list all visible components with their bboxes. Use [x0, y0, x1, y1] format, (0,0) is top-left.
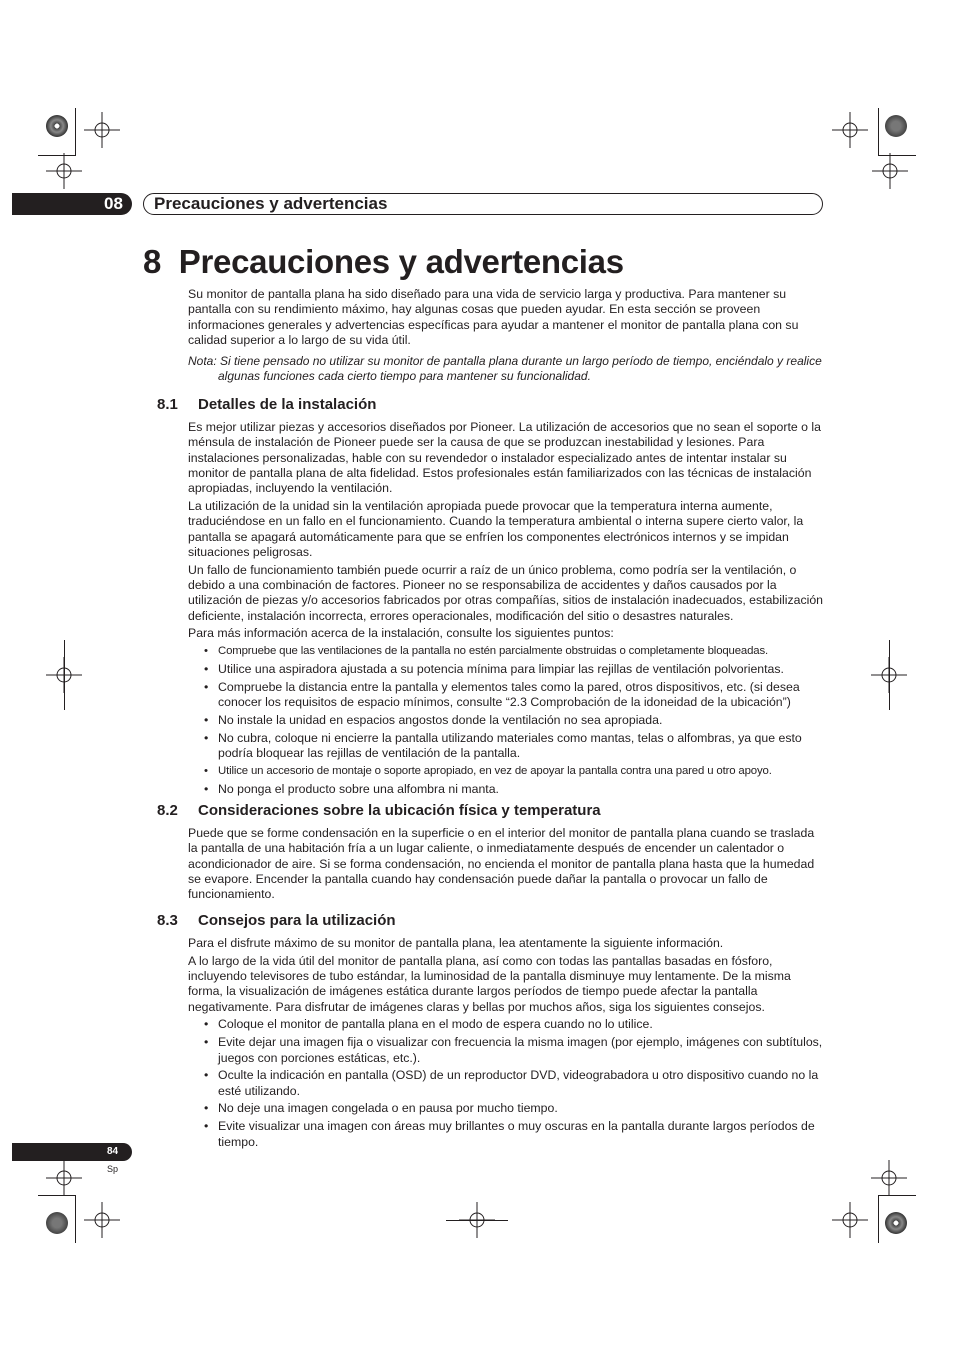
- section-body: [188, 826, 824, 905]
- crop-line: [38, 1195, 76, 1196]
- section-heading: [157, 395, 376, 415]
- crosshair-icon: [832, 112, 868, 148]
- list-item: • Coloque el monitor de pantalla plana en el modo de espera cuando no lo utilice.: [188, 1017, 824, 1032]
- color-target-icon: [46, 1212, 68, 1234]
- list-item: • No deje una imagen congelada o en pausa por mucho tiempo.: [188, 1101, 824, 1116]
- page-language: Sp: [107, 1164, 119, 1174]
- list-item: • Oculte la indicación en pantalla (OSD) de un reproductor DVD, videograbadora u otro dispositivo cuando no la esté utilizando.: [188, 1068, 824, 1099]
- crop-line: [889, 640, 890, 710]
- crop-line: [878, 1195, 879, 1243]
- list-item: • No ponga el producto sobre una alfombra ni manta.: [188, 782, 824, 797]
- intro-block: [188, 287, 824, 387]
- bullet-list: [0, 644, 824, 797]
- section-number: 8.2: [157, 802, 178, 819]
- section-title: Consideraciones sobre la ubicación física y temperatura: [198, 802, 601, 819]
- color-target-icon: [46, 115, 68, 137]
- list-item: • Utilice un accesorio de montaje o soporte apropiado, en vez de apoyar la pantalla contra una pared u otro apoyo.: [188, 764, 824, 779]
- section-body: [188, 420, 824, 799]
- crop-line: [75, 108, 76, 156]
- section-title: Consejos para la utilización: [198, 912, 396, 929]
- bullet-list: [0, 1017, 824, 1149]
- paragraph: Un fallo de funcionamiento también puede ocurrir a raíz de un único problema, como podría ser la ventilación, o debido a una combinación de factores. Pioneer no se responsabiliza de accidentes y daños causados por la utilización de piezas y/o accesorios fabricados por otras compañías, sitios de instalación inadecuados, estabilización deficiente, instalación incorrecta, errores operacionales, modificación del sitio o desastres naturales.: [188, 562, 824, 623]
- paragraph: Para el disfrute máximo de su monitor de pantalla plana, lea atentamente la siguiente información.: [188, 936, 724, 950]
- intro-paragraph: Su monitor de pantalla plana ha sido diseñado para una vida de servicio larga y productiva. Para mantener su pantalla con su rendimiento máximo, hay algunas cosas que pueden ayudar. En esta sección se proveen informaciones generales y advertencias específicas para ayudar a mantener el monitor de pantalla plana con su calidad superior a lo largo de su vida útil.: [188, 287, 799, 347]
- chapter-title: Precauciones y advertencias: [154, 194, 388, 213]
- list-item: • No instale la unidad en espacios angostos donde la ventilación no sea apropiada.: [188, 713, 824, 728]
- section-title: Detalles de la instalación: [198, 396, 377, 413]
- list-item: • No cubra, coloque ni encierre la pantalla utilizando materiales como mantas, telas o alfombras, ya que esto podría bloquear las rejillas de ventilación de la pantalla.: [188, 731, 824, 762]
- note: Nota: Si tiene pensado no utilizar su monitor de pantalla plana durante un largo período de tiempo, enciéndalo y realice algunas funciones cada cierto tiempo para mantener su funcionalidad.: [188, 354, 822, 384]
- paragraph: A lo largo de la vida útil del monitor de pantalla plana, así como con todas las pantallas basadas en fósforo, incluyendo televisores de tubo estándar, la luminosidad de la pantalla disminuye muy lentamente. De la misma forma, la visualización de imágenes estática durante largos períodos de tiempo puede afectar la pantalla negativamente. Para disfrutar de imágenes claras y bellas por muchos años, siga los siguientes consejos.: [188, 953, 791, 1014]
- list-item: • Compruebe la distancia entre la pantalla y elementos tales como la pared, otros dispositivos, etc. (si desea conocer los requisitos de espacio mínimos, consulte “2.3 Comprobación de la idoneidad de la ubicación”): [188, 680, 824, 711]
- list-item: • Utilice una aspiradora ajustada a su potencia mínima para limpiar las rejillas de ventilación polvorientas.: [188, 662, 824, 677]
- color-target-icon: [885, 1212, 907, 1234]
- paragraph: La utilización de la unidad sin la ventilación apropiada puede provocar que la temperatura interna aumente, traduciéndose en un fallo en el funcionamiento. Cuando la temperatura ambiental o interna supere cierto valor, la pantalla se apagará automáticamente para que se enfríen los componentes electrónicos internos y se impidan situaciones peligrosas.: [188, 498, 804, 559]
- crop-line: [878, 1195, 916, 1196]
- crosshair-icon: [832, 1202, 868, 1238]
- crosshair-icon: [84, 1202, 120, 1238]
- crop-line: [446, 1220, 508, 1221]
- chapter-number: 08: [104, 194, 123, 213]
- section-heading: [157, 801, 601, 821]
- paragraph: Es mejor utilizar piezas y accesorios diseñados por Pioneer. La utilización de accesorios que no sean el soporte o la ménsula de instalación de Pioneer puede ser la causa de que se produzcan inestabilidad y lesiones. Para instalaciones personalizadas, hable con su revendedor o instalador especializado antes de intentar instalar su monitor de pantalla plana de alta fidelidad. Estos profesionales están familiarizados con las técnicas de instalación apropiadas, incluyendo la ventilación.: [188, 420, 821, 496]
- section-body: [188, 936, 824, 1152]
- paragraph: Para más información acerca de la instalación, consulte los siguientes puntos:: [188, 626, 614, 641]
- section-number: 8.1: [157, 396, 178, 413]
- list-item: • Evite dejar una imagen fija o visualizar con frecuencia la misma imagen (por ejemplo, imágenes con subtítulos, juegos con porciones estáticas, etc.).: [188, 1035, 824, 1066]
- crosshair-icon: [872, 153, 908, 189]
- crosshair-icon: [871, 1160, 907, 1196]
- section-heading: [157, 911, 396, 931]
- crosshair-icon: [46, 153, 82, 189]
- crop-line: [75, 1195, 76, 1243]
- page-number: 84: [107, 1146, 119, 1157]
- list-item: • Evite visualizar una imagen con áreas muy brillantes o muy oscuras en la pantalla durante largos períodos de tiempo.: [188, 1119, 824, 1150]
- crosshair-icon: [84, 112, 120, 148]
- section-number: 8.3: [157, 912, 178, 929]
- crop-line: [878, 108, 879, 156]
- paragraph: Puede que se forme condensación en la superficie o en el interior del monitor de pantalla plana cuando se traslada la pantalla de una habitación fría a un lugar caliente, o inmediatamente después de encender un calentador o acondicionador de aire. Si se forma condensación, no encienda el monitor de pantalla plana hasta que la humedad se evapore. Encender la pantalla cuando hay condensación puede dañar la pantalla o provocar un fallo de funcionamiento.: [188, 826, 815, 902]
- crosshair-icon: [46, 1160, 82, 1196]
- list-item: • Compruebe que las ventilaciones de la pantalla no estén parcialmente obstruidas o completamente bloqueadas.: [188, 644, 824, 659]
- color-target-icon: [885, 115, 907, 137]
- page-title: 8 Precauciones y advertencias: [143, 243, 624, 280]
